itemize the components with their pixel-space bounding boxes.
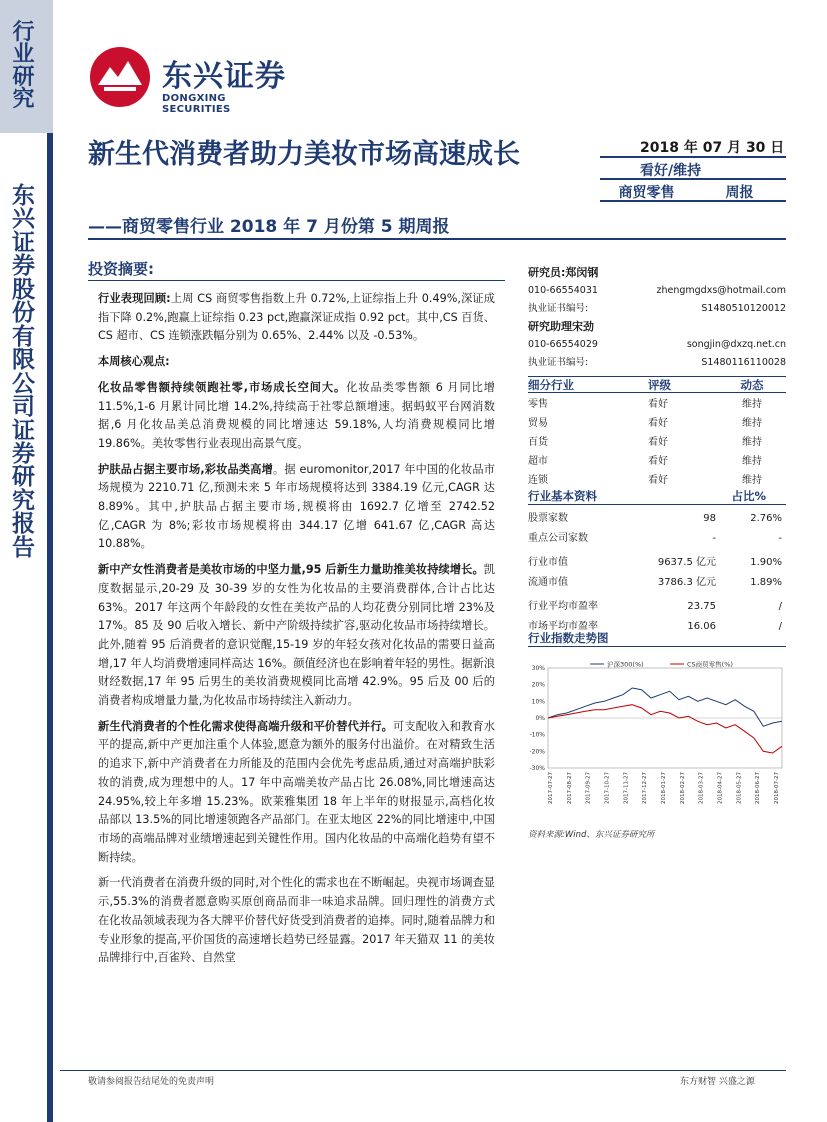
series-line <box>548 705 782 753</box>
basic-info-row <box>528 597 786 617</box>
analyst-cert-label: 执业证书编号: <box>528 357 589 368</box>
basic-info-row <box>528 509 786 529</box>
report-rating: 看好/维持 <box>600 158 786 180</box>
paragraph-text: 可支配收入和教育水平的提高,新中产更加注重个人体验,愿意为额外的服务付出溢价。在对精致生活的追求下,新中产消费者在力所能及的范围内会优先考虑品质,通过对高端护肤彩妆的消费,成为理想中的人。17 年中高端美妆产品占比 26.08%,同比增速高达 24.95%,较上年多增 15.23%。欧莱雅集团 18 年上半年的财报显示,高档化妆品部以 13.5%的同比增速领跑各产品部门。在亚太地区 22%的同比增速中,中国市场的高端品牌对业绩增速起到关键性作用。国内化妆品的中高端化趋势有望不断持续。 <box>98 719 495 864</box>
report-date: 2018 年 07 月 30 日 <box>600 137 786 158</box>
x-tick-label: 2017-09-27 <box>585 772 592 804</box>
report-type-tag: 周报 <box>725 185 754 201</box>
abstract-paragraph <box>98 461 495 555</box>
y-tick-label: 20% <box>531 681 545 689</box>
report-subtitle: ——商贸零售行业 2018 年 7 月份第 5 期周报 <box>88 217 450 237</box>
basic-info-share-header: 占比% <box>731 489 766 503</box>
industry-cell: 看好 <box>648 456 668 467</box>
sidebar-char: 告 <box>12 534 35 561</box>
sidebar-char: 业 <box>12 42 35 68</box>
industry-cell: 看好 <box>648 475 668 486</box>
paragraph-lead: 化妆品零售额持续领跑社零,市场成长空间大。 <box>98 380 347 394</box>
basic-info-row <box>528 573 786 593</box>
industry-cell: 维持 <box>742 399 762 410</box>
abstract-body <box>98 290 495 975</box>
header-divider <box>88 238 786 240</box>
sidebar-category-label <box>0 22 47 112</box>
basic-info-cell: 行业平均市盈率 <box>528 601 598 612</box>
abstract-divider <box>88 280 505 281</box>
industry-cell: 看好 <box>648 399 668 410</box>
abstract-paragraph <box>98 718 495 868</box>
industry-tag: 商贸零售 <box>618 185 675 201</box>
industry-cell: 零售 <box>528 399 548 410</box>
basic-info-cell: 股票家数 <box>528 513 568 524</box>
industry-header-status: 动态 <box>740 378 764 392</box>
paragraph-text: 上周 CS 商贸零售指数上升 0.72%,上证综指上升 0.49%,深证成指下降 0.2%,跑赢上证综指 0.23 pct,跑赢深证成指 0.92 pct。其中,CS 百货、CS 超市、CS 连锁涨跌幅分别为 0.65%、2.44% 以及 -0.53%。 <box>98 292 495 343</box>
industry-row <box>528 452 786 471</box>
y-tick-label: -30% <box>529 765 545 772</box>
x-tick-label: 2017-10-27 <box>604 772 611 804</box>
y-tick-label: -10% <box>529 731 545 739</box>
analyst-email: songjin@dxzq.net.cn <box>686 339 786 350</box>
abstract-paragraph <box>98 561 495 711</box>
basic-info-cell: 3786.3 亿元 <box>657 577 716 588</box>
industry-row <box>528 414 786 433</box>
paragraph-text: 凯度数据显示,20-29 及 30-39 岁的女性为化妆品的主要消费群体,合计占比达 63%。2017 年这两个年龄段的女性在美妆产品的人均花费分别同比增 23%及 17%。85 及 90 后收入增长、新中产阶级持续扩容,驱动化妆品市场持续增长。此外,随着 95 后消费者的意识觉醒,15-19 岁的年轻女孩对化妆品的需要日益高增,17 年人均消费增速同样高达 16%。颜值经济也在影响着年轻的男性。据新浪财经数据,17 年 95 后男生的美妆消费规模同比高增 42.9%。95 后及 00 后的消费者构成增量力量,为化妆品市场持续注入新动力。 <box>98 563 495 708</box>
sidebar-company-label <box>0 185 47 560</box>
abstract-heading: 投资摘要: <box>88 260 154 278</box>
x-tick-label: 2018-04-27 <box>717 772 724 804</box>
basic-info-cell: 23.75 <box>687 601 716 612</box>
industry-cell: 百货 <box>528 437 548 448</box>
basic-info-cell: - <box>778 533 782 544</box>
basic-info-cell: 16.06 <box>687 621 716 632</box>
paragraph-text: 化妆品类零售额 6 月同比增 11.5%,1-6 月累计同比增 14.2%,持续高于社零总额增速。据蚂蚁平台网消数据,6 月化妆品美总消费规模的同比增速达 59.18%,人均消费规模同比增 19.86%。美妆零售行业表现出高景气度。 <box>98 380 495 450</box>
x-tick-label: 2017-07-27 <box>548 772 554 804</box>
industry-cell: 维持 <box>742 418 762 429</box>
industry-cell: 维持 <box>742 475 762 486</box>
sidebar-char: 研 <box>12 464 35 491</box>
analyst-cert: S1480510120012 <box>701 303 786 314</box>
x-tick-label: 2017-11-27 <box>623 772 630 804</box>
sidebar-char: 公 <box>12 370 35 397</box>
basic-info-row <box>528 553 786 573</box>
basic-info-cell: 9637.5 亿元 <box>657 557 716 568</box>
sidebar-char: 司 <box>12 394 35 421</box>
sidebar-char: 行 <box>12 20 35 45</box>
abstract-paragraph <box>98 353 495 372</box>
basic-info-table <box>528 488 786 637</box>
footer-disclaimer: 敬请参阅报告结尾处的免责声明 <box>88 1077 215 1087</box>
industry-header-segment: 细分行业 <box>528 378 574 392</box>
industry-cell: 维持 <box>742 437 762 448</box>
footer-divider <box>60 1070 786 1071</box>
chart-source: 资料来源:Wind、东兴证券研究所 <box>528 830 655 840</box>
basic-info-cell: 1.89% <box>750 577 782 588</box>
industry-cell: 超市 <box>528 456 548 467</box>
report-meta-box <box>600 137 786 202</box>
x-tick-label: 2018-07-27 <box>774 772 780 804</box>
basic-info-cell: - <box>712 533 716 544</box>
basic-info-cell: / <box>778 601 782 612</box>
x-tick-label: 2018-02-27 <box>679 772 686 804</box>
sidebar-char: 报 <box>12 511 35 538</box>
analyst-phone: 010-66554031 <box>528 285 598 296</box>
basic-info-cell: 98 <box>703 513 716 524</box>
industry-cell: 看好 <box>648 418 668 429</box>
analyst-email: zhengmgdxs@hotmail.com <box>656 285 786 296</box>
logo-cn-text: 东兴证券 <box>162 59 286 94</box>
x-tick-label: 2018-05-27 <box>736 772 743 804</box>
y-tick-label: 30% <box>531 665 545 672</box>
industry-row <box>528 395 786 414</box>
paragraph-text: 。据 euromonitor,2017 年中国的化妆品市场规模为 2210.71 亿,预测未来 5 年市场规模将达到 3384.19 亿元,CAGR 达 8.89%。其中,护肤品占据主要市场,规模将由 1692.7 亿增至 2742.52 亿,CAGR 为 8%;彩妆市场规模将由 344.17 亿增 641.67 亿,CAGR 高达 10.88%。 <box>98 462 495 551</box>
analyst-block <box>528 264 786 370</box>
analyst-cert-row <box>528 356 786 370</box>
basic-info-cell: 行业市值 <box>528 557 568 568</box>
sidebar-char: 份 <box>12 300 35 327</box>
sidebar-char: 东 <box>12 183 35 209</box>
y-tick-label: -20% <box>529 748 545 756</box>
legend-label: CS商贸零售(%) <box>687 660 733 669</box>
paragraph-lead: 护肤品占据主要市场,彩妆品类高增 <box>98 462 273 476</box>
basic-info-row <box>528 529 786 549</box>
basic-info-cell: 流通市值 <box>528 577 568 588</box>
abstract-paragraph <box>98 379 495 454</box>
basic-info-cell: 1.90% <box>750 557 782 568</box>
basic-info-cell: 市场平均市盈率 <box>528 621 598 632</box>
basic-info-header: 行业基本资料 <box>528 489 597 503</box>
basic-info-cell: 2.76% <box>750 513 782 524</box>
paragraph-lead: 本周核心观点: <box>98 355 170 369</box>
sidebar-char: 证 <box>12 229 35 256</box>
paragraph-lead: 行业表现回顾: <box>98 292 171 305</box>
industry-table <box>528 376 786 490</box>
abstract-paragraph <box>98 874 495 968</box>
analyst-contact-row <box>528 284 786 298</box>
basic-info-cell: 重点公司家数 <box>528 533 588 544</box>
y-tick-label: 0% <box>535 715 545 722</box>
industry-header-rating: 评级 <box>648 378 671 392</box>
industry-cell: 连锁 <box>528 475 548 486</box>
analyst-cert-label: 执业证书编号: <box>528 303 589 314</box>
sidebar-char: 证 <box>12 417 35 444</box>
sidebar-char: 股 <box>12 276 35 303</box>
series-line <box>548 688 782 726</box>
x-tick-label: 2017-12-27 <box>642 772 649 804</box>
legend-label: 沪深300(%) <box>607 660 644 669</box>
x-tick-label: 2017-08-27 <box>566 772 573 804</box>
sidebar-char: 限 <box>12 347 35 374</box>
analyst-contact-row <box>528 338 786 352</box>
sidebar-char: 券 <box>12 440 35 467</box>
x-tick-label: 2018-06-27 <box>755 772 762 804</box>
sidebar-char: 券 <box>12 253 35 280</box>
sidebar-char: 研 <box>12 64 35 90</box>
paragraph-lead: 新中产女性消费者是美妆市场的中坚力量,95 后新生力量助推美妆持续增长。 <box>98 563 484 577</box>
paragraph-lead: 新生代消费者的个性化需求使得高端升级和平价替代并行。 <box>98 719 394 733</box>
analyst-cert-row <box>528 302 786 316</box>
y-tick-label: 10% <box>531 698 545 706</box>
logo-en-text: DONGXING SECURITIES <box>162 93 231 115</box>
analyst-name: 研究员:郑闵钢 <box>528 266 599 279</box>
analyst-phone: 010-66554029 <box>528 339 598 350</box>
sidebar-char: 兴 <box>12 206 35 233</box>
industry-cell: 看好 <box>648 437 668 448</box>
sidebar-char: 究 <box>12 87 35 113</box>
sidebar-char: 究 <box>12 487 35 514</box>
footer-slogan: 东方财智 兴盛之源 <box>680 1077 755 1087</box>
basic-info-cell: / <box>778 621 782 632</box>
analyst-name: 研究助理宋劲 <box>528 320 594 333</box>
paragraph-text: 新一代消费者在消费升级的同时,对个性化的需求也在不断崛起。央视市场调查显示,55.3%的消费者愿意购买原创商品而非一味追求品牌。回归理性的消费方式在化妆品领域表现为各大牌平价替代好货受到消费者的追捧。同时,随着品牌力和专业形象的提高,平价国货的高速增长趋势已经显露。2017 年天猫双 11 的美妆品牌排行中,百雀羚、自然堂 <box>98 876 495 965</box>
industry-row <box>528 433 786 452</box>
index-trend-chart <box>520 660 786 820</box>
abstract-paragraph <box>98 290 495 346</box>
report-title: 新生代消费者助力美妆市场高速成长 <box>88 139 520 170</box>
logo-emblem-icon <box>88 45 152 109</box>
analyst-cert: S1480116110028 <box>701 357 786 368</box>
x-tick-label: 2018-03-27 <box>698 772 705 804</box>
company-logo <box>88 45 298 115</box>
x-tick-label: 2018-01-27 <box>661 772 667 804</box>
sidebar-char: 有 <box>12 323 35 350</box>
chart-heading: 行业指数走势图 <box>528 630 786 647</box>
industry-cell: 贸易 <box>528 418 548 429</box>
industry-cell: 维持 <box>742 456 762 467</box>
